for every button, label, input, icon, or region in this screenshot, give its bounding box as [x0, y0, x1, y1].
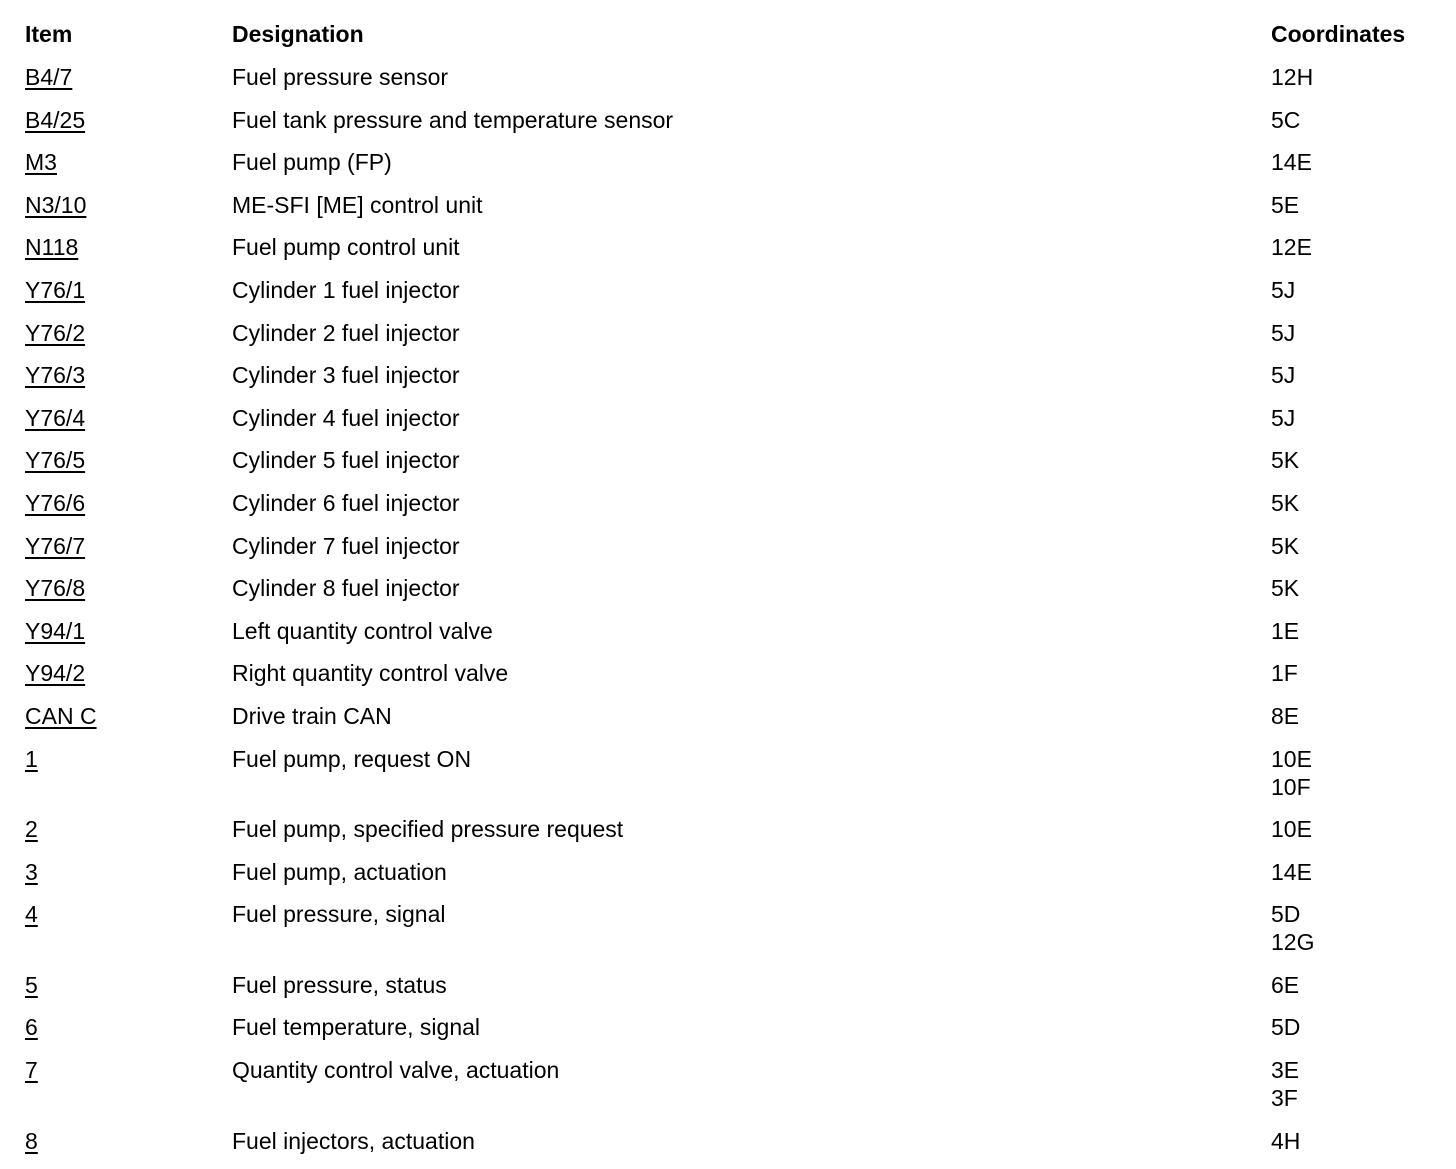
designation-text: Quantity control valve, actuation	[232, 1057, 560, 1084]
coordinate-value: 5J	[1271, 362, 1296, 389]
item-link[interactable]: 7	[25, 1057, 38, 1084]
item-link[interactable]: Y94/2	[25, 660, 86, 687]
item-link[interactable]: N3/10	[25, 191, 87, 218]
coordinate-value: 12H	[1271, 64, 1314, 90]
coordinate-value: 4H	[1271, 1127, 1301, 1154]
item-link[interactable]: Y76/5	[25, 447, 86, 474]
coordinate-value: 5K	[1271, 447, 1300, 474]
table-row	[25, 1056, 1445, 1127]
designation-text: Cylinder 1 fuel injector	[232, 276, 460, 303]
coordinate-value: 5J	[1271, 276, 1296, 303]
coordinate-value: 14E	[1271, 858, 1312, 885]
item-link[interactable]: Y76/1	[25, 276, 86, 303]
table-row	[25, 1127, 1445, 1169]
item-link[interactable]: 2	[25, 816, 38, 843]
coordinate-value: 14E	[1271, 149, 1312, 176]
table-row	[25, 617, 1445, 660]
designation-text: Fuel pressure, status	[232, 971, 447, 998]
designation-text: Drive train CAN	[232, 702, 392, 729]
table-row	[25, 233, 1445, 276]
table-row	[25, 745, 1445, 816]
coordinate-value: 1F	[1271, 660, 1298, 687]
header-item: Item	[25, 21, 73, 47]
designation-text: Cylinder 3 fuel injector	[232, 362, 460, 389]
designation-text: Fuel tank pressure and temperature sensor	[232, 106, 674, 133]
coordinate-value: 5D	[1271, 901, 1301, 928]
coordinate-value: 10E	[1271, 745, 1312, 772]
table-row	[25, 191, 1445, 234]
designation-text: Fuel pressure sensor	[232, 64, 449, 90]
table-row	[25, 659, 1445, 702]
table-row	[25, 148, 1445, 191]
coordinate-value: 5E	[1271, 191, 1300, 218]
item-link[interactable]: B4/7	[25, 64, 73, 90]
coordinate-value: 12G	[1271, 929, 1315, 956]
item-link[interactable]: Y76/2	[25, 319, 86, 346]
item-link[interactable]: 6	[25, 1014, 38, 1041]
item-link[interactable]: 1	[25, 745, 38, 772]
designation-text: Fuel pump control unit	[232, 234, 460, 261]
designation-text: Fuel temperature, signal	[232, 1014, 481, 1041]
coordinate-value: 10E	[1271, 816, 1312, 843]
coordinate-value: 12E	[1271, 234, 1312, 261]
item-link[interactable]: 3	[25, 858, 38, 885]
coordinate-value: 3E	[1271, 1057, 1300, 1084]
item-link[interactable]: B4/25	[25, 106, 86, 133]
component-legend-table	[25, 20, 1445, 1169]
item-link[interactable]: Y76/6	[25, 489, 86, 516]
table-row	[25, 574, 1445, 617]
header-coordinates: Coordinates	[1271, 21, 1406, 47]
table-row	[25, 858, 1445, 901]
table-row	[25, 971, 1445, 1014]
designation-text: Cylinder 5 fuel injector	[232, 447, 460, 474]
item-link[interactable]: N118	[25, 234, 79, 261]
item-link[interactable]: 5	[25, 971, 38, 998]
table-row	[25, 276, 1445, 319]
table-row	[25, 702, 1445, 745]
designation-text: Cylinder 6 fuel injector	[232, 489, 460, 516]
item-link[interactable]: Y76/7	[25, 532, 86, 559]
designation-text: Cylinder 4 fuel injector	[232, 404, 460, 431]
designation-text: Fuel pressure, signal	[232, 901, 446, 928]
table-row	[25, 900, 1445, 971]
designation-text: Cylinder 8 fuel injector	[232, 575, 460, 602]
designation-text: Left quantity control valve	[232, 617, 493, 644]
table-row	[25, 106, 1445, 149]
coordinate-value: 3F	[1271, 1085, 1298, 1112]
legend-rows	[25, 63, 1445, 1169]
legend-header-row	[25, 20, 1445, 54]
item-link[interactable]: 4	[25, 901, 38, 928]
table-row	[25, 361, 1445, 404]
table-row	[25, 1013, 1445, 1056]
coordinate-value: 1E	[1271, 617, 1300, 644]
header-designation: Designation	[232, 21, 364, 47]
table-row	[25, 532, 1445, 575]
item-link[interactable]: Y76/8	[25, 575, 86, 602]
coordinate-value: 10F	[1271, 773, 1311, 800]
coordinate-value: 5K	[1271, 575, 1300, 602]
designation-text: Fuel injectors, actuation	[232, 1127, 475, 1154]
coordinate-value: 5K	[1271, 489, 1300, 516]
designation-text: ME-SFI [ME] control unit	[232, 191, 483, 218]
table-row	[25, 815, 1445, 858]
designation-text: Fuel pump, specified pressure request	[232, 816, 624, 843]
coordinate-value: 5J	[1271, 319, 1296, 346]
coordinate-value: 8E	[1271, 702, 1300, 729]
item-link[interactable]: M3	[25, 149, 57, 176]
designation-text: Fuel pump (FP)	[232, 149, 392, 176]
table-row	[25, 319, 1445, 362]
item-link[interactable]: Y76/4	[25, 404, 86, 431]
table-row	[25, 404, 1445, 447]
coordinate-value: 5D	[1271, 1014, 1301, 1041]
designation-text: Fuel pump, request ON	[232, 745, 472, 772]
table-row	[25, 63, 1445, 106]
item-link[interactable]: Y94/1	[25, 617, 86, 644]
designation-text: Fuel pump, actuation	[232, 858, 447, 885]
item-link[interactable]: CAN C	[25, 702, 97, 729]
designation-text: Cylinder 7 fuel injector	[232, 532, 460, 559]
designation-text: Right quantity control valve	[232, 660, 509, 687]
table-row	[25, 446, 1445, 489]
coordinate-value: 5K	[1271, 532, 1300, 559]
coordinate-value: 6E	[1271, 971, 1300, 998]
coordinate-value: 5J	[1271, 404, 1296, 431]
item-link[interactable]: Y76/3	[25, 362, 86, 389]
designation-text: Cylinder 2 fuel injector	[232, 319, 460, 346]
item-link[interactable]: 8	[25, 1127, 38, 1154]
table-row	[25, 489, 1445, 532]
coordinate-value: 5C	[1271, 106, 1301, 133]
